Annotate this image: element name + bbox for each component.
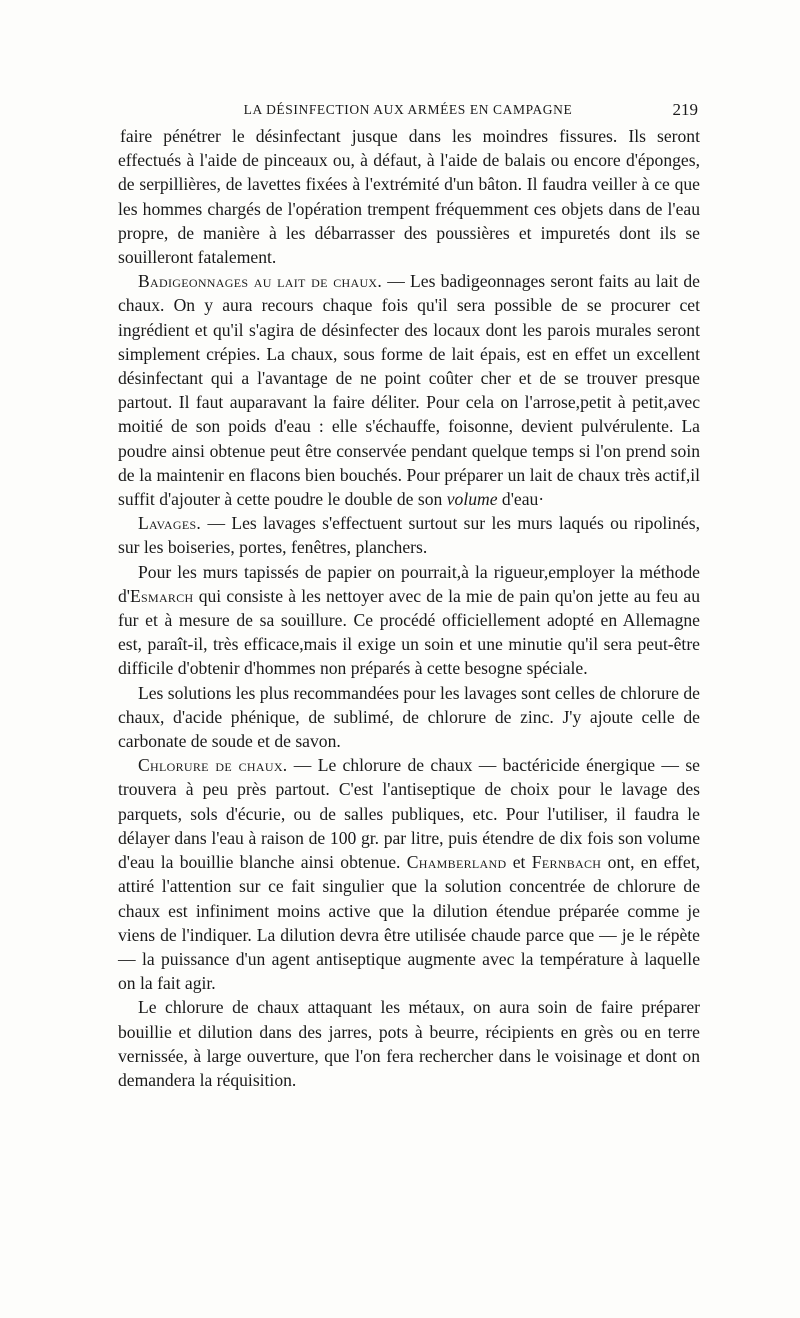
text-run: et (506, 852, 532, 873)
small-caps-text: Esmarch (129, 585, 194, 606)
small-caps-text: Fernbach (531, 852, 602, 873)
text-run: Pour les murs tapissés de papier on pourrait,à la rigueur,employer la méthode d' (118, 561, 700, 606)
italic-text: volume (446, 489, 498, 510)
small-caps-text: Chamberland (406, 852, 507, 873)
paragraph (118, 681, 700, 754)
paragraph (118, 124, 700, 269)
small-caps-text: Chlorure de chaux. (138, 755, 288, 776)
text-run: ont, en effet, attiré l'attention sur ce fait singulier que la solution concentrée de chlorure de chaux est infiniment moins active que la dilution étendue préparée comme je viens de l'indiquer. La dilution devra être utilisée chaude parce que — je le répète — la puissance d'un agent antiseptique augmente avec la température à laquelle on la fait agir. (118, 852, 700, 994)
section-badigeonnages (118, 269, 700, 511)
text-run: d'eau· (497, 489, 545, 510)
small-caps-text: Lavages. (138, 513, 202, 534)
page-number: 219 (672, 100, 698, 119)
text-run: Les solutions les plus recommandées pour les lavages sont celles de chlorure de chaux, d'acide phénique, de sublimé, de chlorure de zinc. J'y ajoute celle de carbonate de soude et de savon. (118, 682, 700, 752)
running-title: LA DÉSINFECTION AUX ARMÉES EN CAMPAGNE (243, 102, 573, 117)
text-run: Le chlorure de chaux attaquant les métaux, on aura soin de faire préparer bouillie et dilution dans des jarres, pots à beurre, récipients en grès ou en terre vernissée, à large ouverture, que l'on fera rechercher dans le voisinage et dont on demandera la réquisition. (118, 997, 700, 1090)
text-run: — Les lavages s'effectuent surtout sur les murs laqués ou ripolinés, sur les boiseries, portes, fenêtres, planchers. (118, 513, 700, 558)
page-header (118, 98, 698, 122)
section-lavages (118, 511, 700, 559)
paragraph (118, 560, 700, 681)
text-run: faire pénétrer le désinfectant jusque dans les moindres fissures. Ils seront effectués à l'aide de pinceaux ou, à défaut, à l'aide de balais ou encore d'éponges, de serpillières, de lavettes fixées à l'extrémité d'un bâton. Il faudra veiller à ce que les hommes chargés de l'opération trempent fréquemment ces objets dans de l'eau propre, de manière à les débarrasser des poussières et impuretés dont ils se souilleront fatalement. (118, 126, 700, 268)
text-run: — Les badigeonnages seront faits au lait de chaux. On y aura recours chaque fois qu'il sera possible de se procurer cet ingrédient et qu'il s'agira de désinfecter des locaux dont les parois murales seront simplement crépies. La chaux, sous forme de lait épais, est en effet un excellent désinfectant qui a l'avantage de ne point coûter cher et de se trouver presque partout. Il faut auparavant la faire déliter. Pour cela on l'arrose,petit à petit,avec moitié de son poids d'eau : elle s'échauffe, foisonne, devient pulvérulente. La poudre ainsi obtenue peut être conservée pendant quelque temps si l'on prend soin de la maintenir en flacons bien bouchés. Pour préparer un lait de chaux très actif,il suffit d'ajouter à cette poudre le double de son (118, 271, 700, 510)
section-chlorure-de-chaux (118, 753, 700, 995)
text-run: qui consiste à les nettoyer avec de la mie de pain qu'on jette au feu au fur et à mesure de sa souillure. Ce procédé officiellement adopté en Allemagne est, paraît-il, très efficace,mais il exige un soin et une minutie qu'il sera peut-être difficile d'obtenir d'hommes non préparés à cette besogne spéciale. (118, 585, 700, 679)
paragraph (118, 995, 700, 1092)
text-run: — Le chlorure de chaux — bactéricide énergique — se trouvera à peu près partout. C'est l'antiseptique de choix pour le lavage des parquets, sols d'écurie, ou de salles publiques, etc. Pour l'utiliser, il faudra le délayer dans l'eau à raison de 100 gr. par litre, puis étendre de dix fois son volume d'eau la bouillie blanche ainsi obtenue. (118, 755, 700, 873)
body-text (118, 124, 700, 1092)
small-caps-text: Badigeonnages au lait de chaux. (138, 271, 383, 292)
